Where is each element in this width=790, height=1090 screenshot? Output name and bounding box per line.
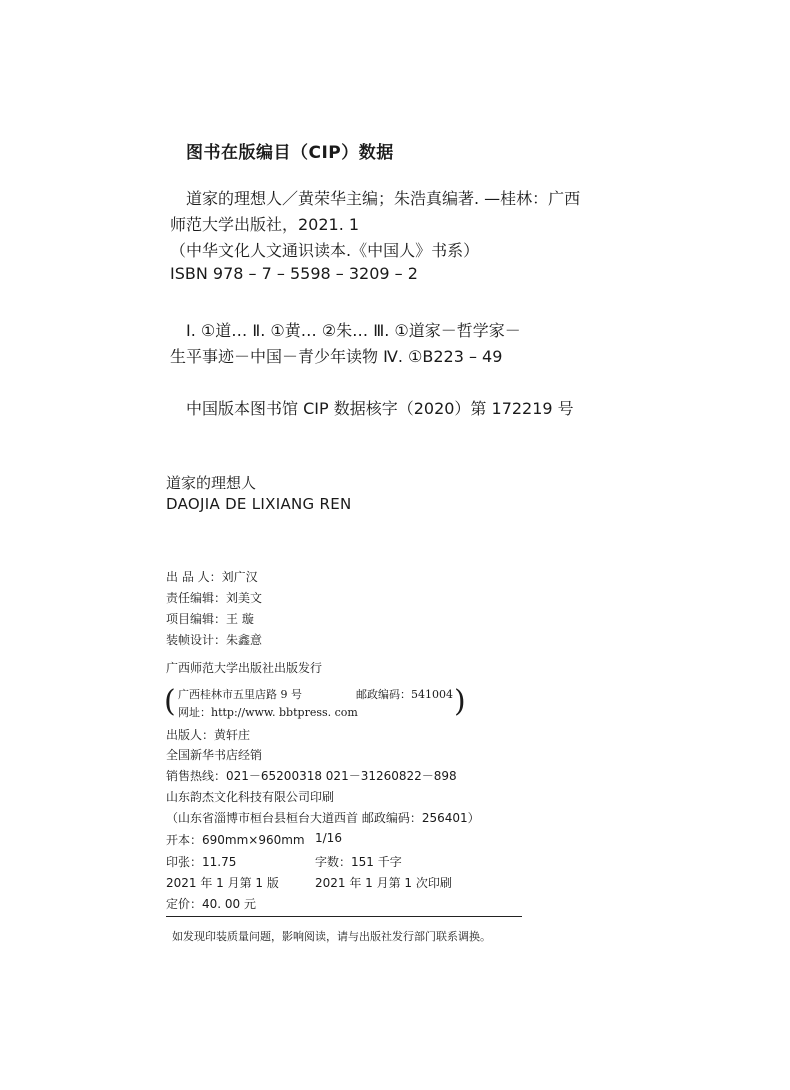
spec-fold: 1/16 xyxy=(315,831,342,845)
cip-heading: 图书在版编目（CIP）数据 xyxy=(186,143,394,163)
book-title-chinese: 道家的理想人 xyxy=(166,474,257,492)
right-paren-icon: ) xyxy=(454,684,466,719)
cip-classification-2: 生平事迹－中国－青少年读物 Ⅳ. ①B223 – 49 xyxy=(170,347,503,366)
publisher-postcode: 邮政编码：541004 xyxy=(356,688,453,701)
spec-sheets: 印张：11.75 xyxy=(166,855,237,869)
credit-editor: 责任编辑：刘美文 xyxy=(166,591,263,605)
sales-hotline: 销售热线：021－65200318 021－31260822－898 xyxy=(166,769,457,783)
left-paren-icon: ( xyxy=(164,684,176,719)
cip-isbn: ISBN 978 – 7 – 5598 – 3209 – 2 xyxy=(170,264,418,283)
divider-rule xyxy=(166,916,522,917)
publisher-address: 广西桂林市五里店路 9 号 xyxy=(178,688,302,701)
quality-notice: 如发现印装质量问题，影响阅读，请与出版社发行部门联系调换。 xyxy=(172,930,491,943)
cip-line-1: 道家的理想人／黄荣华主编；朱浩真编著. —桂林：广西 xyxy=(186,189,581,208)
credit-producer: 出 品 人：刘广汉 xyxy=(166,570,258,584)
printer-address: （山东省淄博市桓台县桓台大道西首 邮政编码：256401） xyxy=(166,811,480,825)
printer: 山东韵杰文化科技有限公司印刷 xyxy=(166,790,335,804)
publisher-name: 广西师范大学出版社出版发行 xyxy=(166,661,323,675)
credit-project-editor: 项目编辑：王 璇 xyxy=(166,612,254,626)
spec-price: 定价：40. 00 元 xyxy=(166,897,256,911)
publisher-website: 网址：http://www. bbtpress. com xyxy=(178,706,358,719)
address-block xyxy=(166,686,466,722)
spec-format: 开本：690mm×960mm xyxy=(166,833,305,847)
spec-words: 字数：151 千字 xyxy=(315,855,402,869)
spec-printing: 2021 年 1 月第 1 次印刷 xyxy=(315,876,452,890)
cip-classification-1: Ⅰ. ①道… Ⅱ. ①黄… ②朱… Ⅲ. ①道家－哲学家－ xyxy=(186,321,521,340)
distributor: 全国新华书店经销 xyxy=(166,748,263,762)
cip-line-2: 师范大学出版社，2021. 1 xyxy=(170,215,360,234)
book-title-pinyin: DAOJIA DE LIXIANG REN xyxy=(166,495,352,513)
spec-edition: 2021 年 1 月第 1 版 xyxy=(166,876,279,890)
cip-library-record: 中国版本图书馆 CIP 数据核字（2020）第 172219 号 xyxy=(186,399,574,418)
credit-design: 装帧设计：朱鑫意 xyxy=(166,633,263,647)
cip-line-3: （中华文化人文通识读本.《中国人》书系） xyxy=(170,241,480,260)
publisher-person: 出版人：黄轩庄 xyxy=(166,728,251,742)
